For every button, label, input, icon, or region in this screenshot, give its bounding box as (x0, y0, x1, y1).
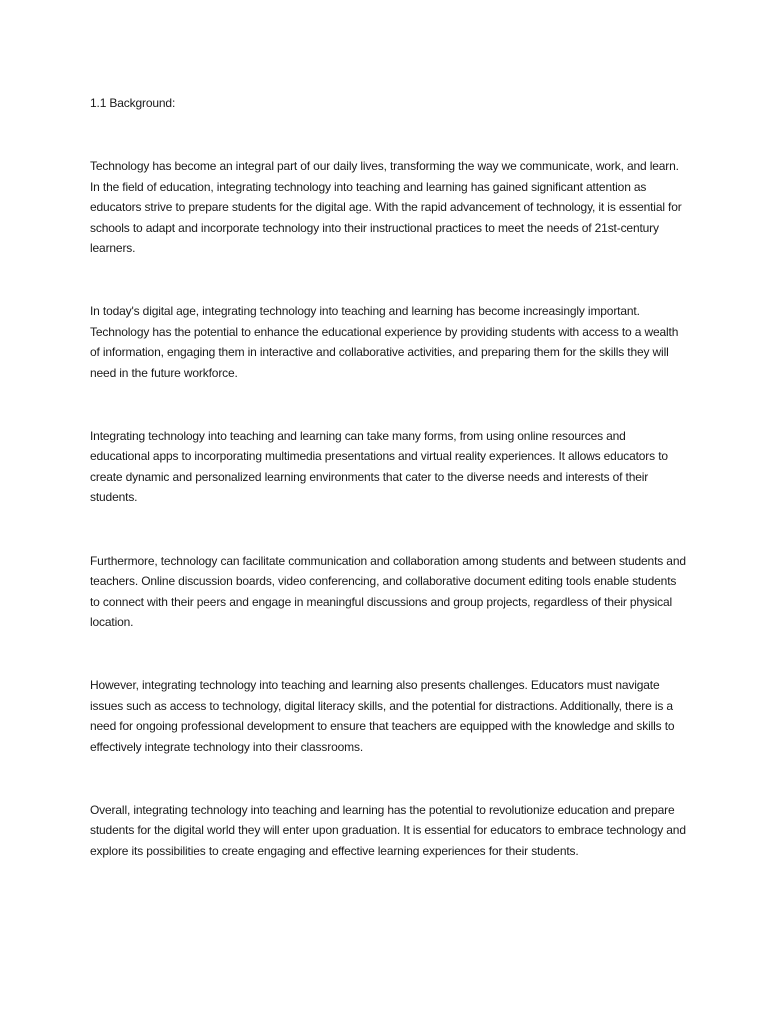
spacer (90, 508, 686, 551)
spacer (90, 383, 686, 426)
spacer (90, 632, 686, 675)
paragraph-1: Technology has become an integral part of our daily lives, transforming the way we communicate, work, and learn. In the field of education, integrating technology into teaching and learning has gained significant attention as educators strive to prepare students for the digital age. With the rapid advancement of technology, it is essential for schools to adapt and incorporate technology into their instructional practices to meet the needs of 21st-century learners. (90, 159, 682, 256)
section-heading: 1.1 Background: (90, 96, 176, 110)
paragraph-6: Overall, integrating technology into teaching and learning has the potential to revolutionize education and prepare students for the digital world they will enter upon graduation. It is essential for educators to embrace technology and explore its possibilities to create engaging and effective learning experiences for their students. (90, 802, 686, 858)
spacer (90, 258, 686, 301)
document-body (90, 93, 686, 861)
paragraph-4: Furthermore, technology can facilitate communication and collaboration among students and between students and teachers. Online discussion boards, video conferencing, and collaborative document editing tools enable students to connect with their peers and engage in meaningful discussions and group projects, regardless of their physical location. (90, 553, 686, 629)
paragraph-3: Integrating technology into teaching and learning can take many forms, from using online resources and educational apps to incorporating multimedia presentations and virtual reality experiences. It allows educators to create dynamic and personalized learning environments that cater to the diverse needs and interests of their students. (90, 429, 668, 505)
spacer (90, 113, 686, 156)
paragraph-2: In today's digital age, integrating technology into teaching and learning has become increasingly important. Technology has the potential to enhance the educational experience by providing students with access to a wealth of information, engaging them in interactive and collaborative activities, and preparing them for the skills they will need in the future workforce. (90, 304, 679, 380)
paragraph-5: However, integrating technology into teaching and learning also presents challenges. Educators must navigate issues such as access to technology, digital literacy skills, and the potential for distractions. Additionally, there is a need for ongoing professional development to ensure that teachers are equipped with the knowledge and skills to effectively integrate technology into their classrooms. (90, 678, 675, 754)
spacer (90, 757, 686, 800)
